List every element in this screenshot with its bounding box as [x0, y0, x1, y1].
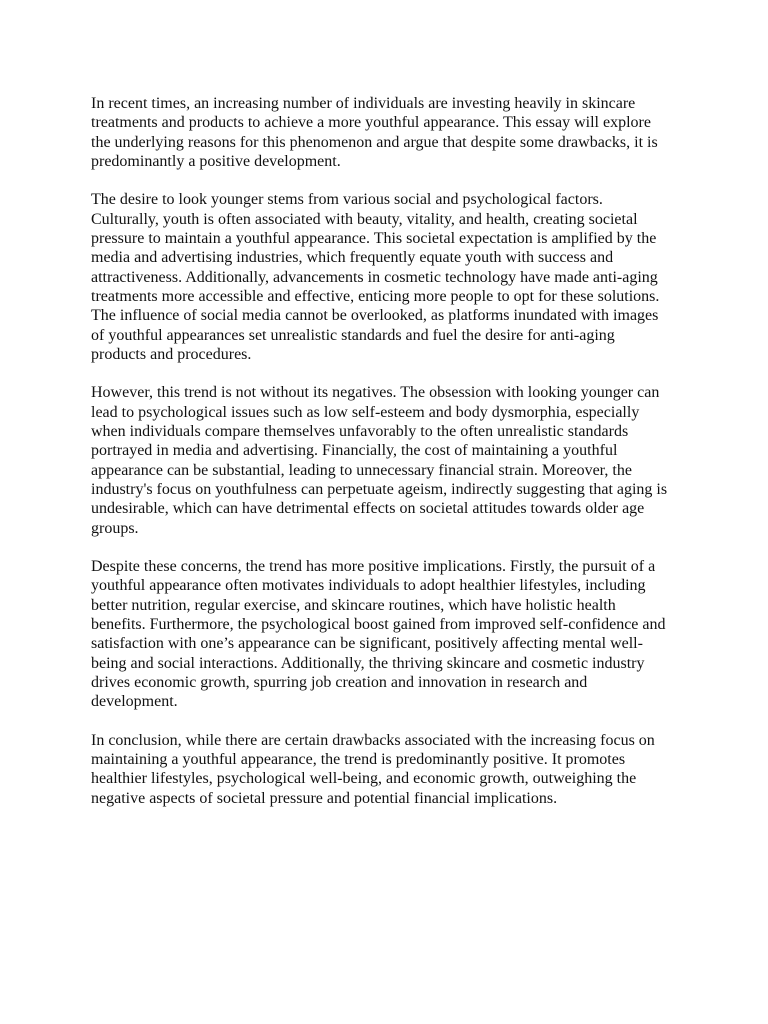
text-line: treatments more accessible and effective, enticing more people to opt for these solutions. [91, 287, 660, 305]
text-line: pressure to maintain a youthful appearance. This societal expectation is amplified by the [91, 230, 657, 248]
text-line: negative aspects of societal pressure and potential financial implications. [91, 789, 558, 807]
text-line: satisfaction with one’s appearance can be significant, positively affecting mental well- [91, 635, 643, 653]
text-line: undesirable, which can have detrimental effects on societal attitudes towards older age [91, 500, 645, 518]
text-line: industry's focus on youthfulness can perpetuate ageism, indirectly suggesting that aging is [91, 480, 668, 498]
text-line: youthful appearance often motivates individuals to adopt healthier lifestyles, including [91, 577, 646, 595]
paragraph-causes [91, 190, 691, 364]
text-line: appearance can be substantial, leading to unnecessary financial strain. Moreover, the [91, 461, 632, 479]
text-line: benefits. Furthermore, the psychological boost gained from improved self-confidence and [91, 616, 666, 634]
text-line: treatments and products to achieve a more youthful appearance. This essay will explore [91, 114, 651, 132]
text-line: better nutrition, regular exercise, and skincare routines, which have holistic health [91, 596, 616, 614]
paragraph-introduction [91, 94, 691, 171]
text-line: attractiveness. Additionally, advancements in cosmetic technology have made anti-aging [91, 268, 658, 286]
text-line: predominantly a positive development. [91, 152, 341, 170]
text-line: The influence of social media cannot be overlooked, as platforms inundated with images [91, 307, 659, 325]
paragraph-positives [91, 557, 691, 711]
document-body [91, 94, 691, 827]
text-line: when individuals compare themselves unfavorably to the often unrealistic standards [91, 423, 629, 441]
text-line: portrayed in media and advertising. Financially, the cost of maintaining a youthful [91, 442, 618, 460]
text-line: maintaining a youthful appearance, the trend is predominantly positive. It promotes [91, 751, 626, 769]
text-line: However, this trend is not without its negatives. The obsession with looking younger can [91, 384, 660, 402]
text-line: lead to psychological issues such as low self-esteem and body dysmorphia, especially [91, 403, 640, 421]
text-line: development. [91, 693, 178, 711]
text-line: Culturally, youth is often associated with beauty, vitality, and health, creating societal [91, 210, 638, 228]
paragraph-conclusion [91, 731, 691, 808]
text-line: media and advertising industries, which frequently equate youth with success and [91, 249, 614, 267]
text-line: the underlying reasons for this phenomenon and argue that despite some drawbacks, it is [91, 133, 658, 151]
text-line: products and procedures. [91, 345, 252, 363]
text-line: healthier lifestyles, psychological well-being, and economic growth, outweighing the [91, 770, 637, 788]
text-line: groups. [91, 519, 139, 537]
text-line: being and social interactions. Additionally, the thriving skincare and cosmetic industry [91, 654, 645, 672]
text-line: of youthful appearances set unrealistic standards and fuel the desire for anti-aging [91, 326, 615, 344]
text-line: Despite these concerns, the trend has more positive implications. Firstly, the pursuit of a [91, 558, 656, 576]
paragraph-negatives [91, 383, 691, 537]
text-line: The desire to look younger stems from various social and psychological factors. [91, 191, 603, 209]
text-line: drives economic growth, spurring job creation and innovation in research and [91, 673, 588, 691]
text-line: In conclusion, while there are certain drawbacks associated with the increasing focus on [91, 731, 655, 749]
text-line: In recent times, an increasing number of individuals are investing heavily in skincare [91, 95, 636, 112]
